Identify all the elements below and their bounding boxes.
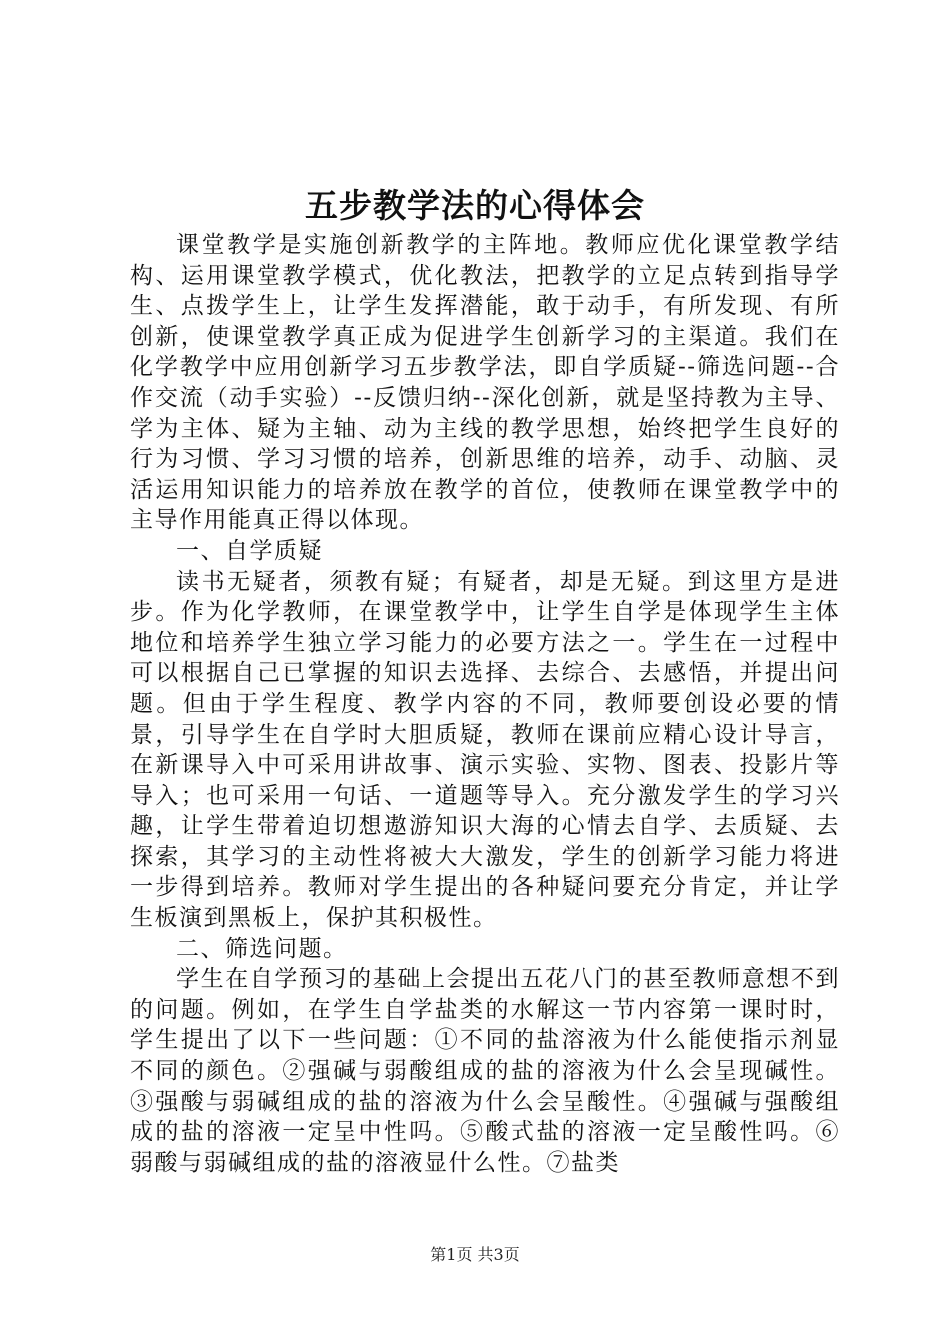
section-heading-1: 一、自学质疑	[176, 537, 323, 564]
document-body	[130, 230, 840, 1178]
paragraph-section-1: 读书无疑者，须教有疑；有疑者，却是无疑。到这里方是进步。作为化学教师，在课堂教学中，让学生自学是体现学生主体地位和培养学生独立学习能力的必要方法之一。学生在一过程中可以根据自己已掌握的知识去选择、去综合、去感悟，并提出问题。但由于学生程度、教学内容的不同，教师要创设必要的情景，引导学生在自学时大胆质疑，教师在课前应精心设计导言，在新课导入中可采用讲故事、演示实验、实物、图表、投影片等导入；也可采用一句话、一道题等导入。充分激发学生的学习兴趣，让学生带着迫切想遨游知识大海的心情去自学、去质疑、去探索，其学习的主动性将被大大激发，学生的创新学习能力将进一步得到培养。教师对学生提出的各种疑问要充分肯定，并让学生板演到黑板上，保护其积极性。	[130, 568, 840, 932]
paragraph-intro: 课堂教学是实施创新教学的主阵地。教师应优化课堂教学结构、运用课堂教学模式，优化教法，把教学的立足点转到指导学生、点拨学生上，让学生发挥潜能，敢于动手，有所发现、有所创新，使课堂教学真正成为促进学生创新学习的主渠道。我们在化学教学中应用创新学习五步教学法，即自学质疑--筛选问题--合作交流（动手实验）--反馈归纳--深化创新，就是坚持教为主导、学为主体、疑为主轴、动为主线的教学思想，始终把学生良好的行为习惯、学习习惯的培养，创新思维的培养，动手、动脑、灵活运用知识能力的培养放在教学的首位，使教师在课堂教学中的主导作用能真正得以体现。	[130, 232, 840, 534]
document-title: 五步教学法的心得体会	[305, 186, 645, 225]
paragraph-section-2: 学生在自学预习的基础上会提出五花八门的甚至教师意想不到的问题。例如，在学生自学盐类的水解这一节内容第一课时时，学生提出了以下一些问题：①不同的盐溶液为什么能使指示剂显不同的颜色。②强碱与弱酸组成的盐的溶液为什么会呈现碱性。③强酸与弱碱组成的盐的溶液为什么会呈酸性。④强碱与强酸组成的盐的溶液一定呈中性吗。⑤酸式盐的溶液一定呈酸性吗。⑥弱酸与弱碱组成的盐的溶液显什么性。⑦盐类	[130, 966, 840, 1176]
section-heading-2: 二、筛选问题。	[176, 935, 348, 962]
page-number-footer: 第1页 共3页	[430, 1245, 520, 1264]
